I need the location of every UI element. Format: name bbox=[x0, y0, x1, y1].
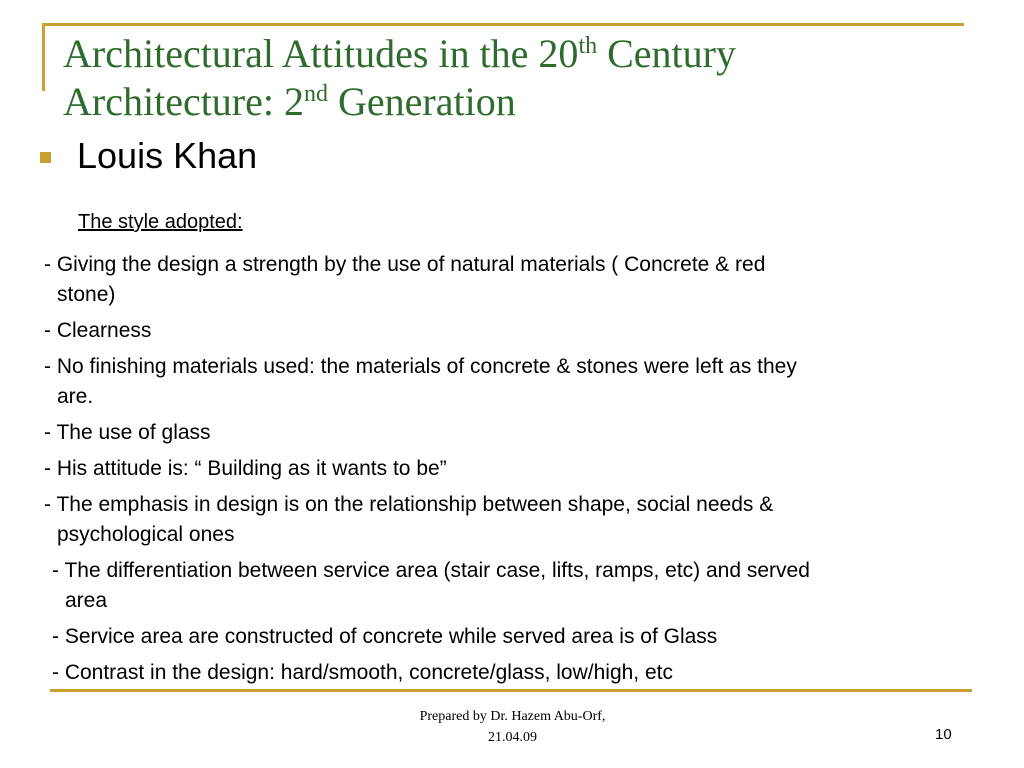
list-item: - The differentiation between service area (stair case, lifts, ramps, etc) and served area bbox=[52, 559, 810, 612]
point-list bbox=[44, 250, 994, 694]
list-item: - Clearness bbox=[44, 319, 152, 342]
footer-credit: Prepared by Dr. Hazem Abu-Orf, 21.04.09 bbox=[419, 709, 606, 745]
list-item: - The emphasis in design is on the relationship between shape, social needs & psychological ones bbox=[44, 493, 774, 546]
subheading: The style adopted: bbox=[78, 211, 243, 233]
list-item: - His attitude is: “ Building as it wants to be” bbox=[44, 457, 447, 480]
list-item: - No finishing materials used: the materials of concrete & stones were left as they are. bbox=[44, 355, 797, 408]
list-item: - The use of glass bbox=[44, 421, 211, 444]
left-accent-line bbox=[42, 23, 45, 91]
bottom-accent-line bbox=[50, 689, 972, 692]
bullet-square-icon bbox=[40, 152, 51, 163]
page-number: 10 bbox=[935, 726, 952, 743]
top-accent-line bbox=[42, 23, 964, 26]
list-item: - Service area are constructed of concrete while served area is of Glass bbox=[52, 625, 718, 648]
title-line-1: Architectural Attitudes in the 20th Century bbox=[63, 31, 736, 76]
list-item: - Contrast in the design: hard/smooth, concrete/glass, low/high, etc bbox=[52, 661, 673, 684]
main-bullet-text: Louis Khan bbox=[77, 135, 258, 176]
list-item: - Giving the design a strength by the use of natural materials ( Concrete & red stone) bbox=[44, 253, 766, 306]
title-line-2: Architecture: 2nd Generation bbox=[63, 79, 516, 124]
slide-title bbox=[63, 30, 736, 126]
